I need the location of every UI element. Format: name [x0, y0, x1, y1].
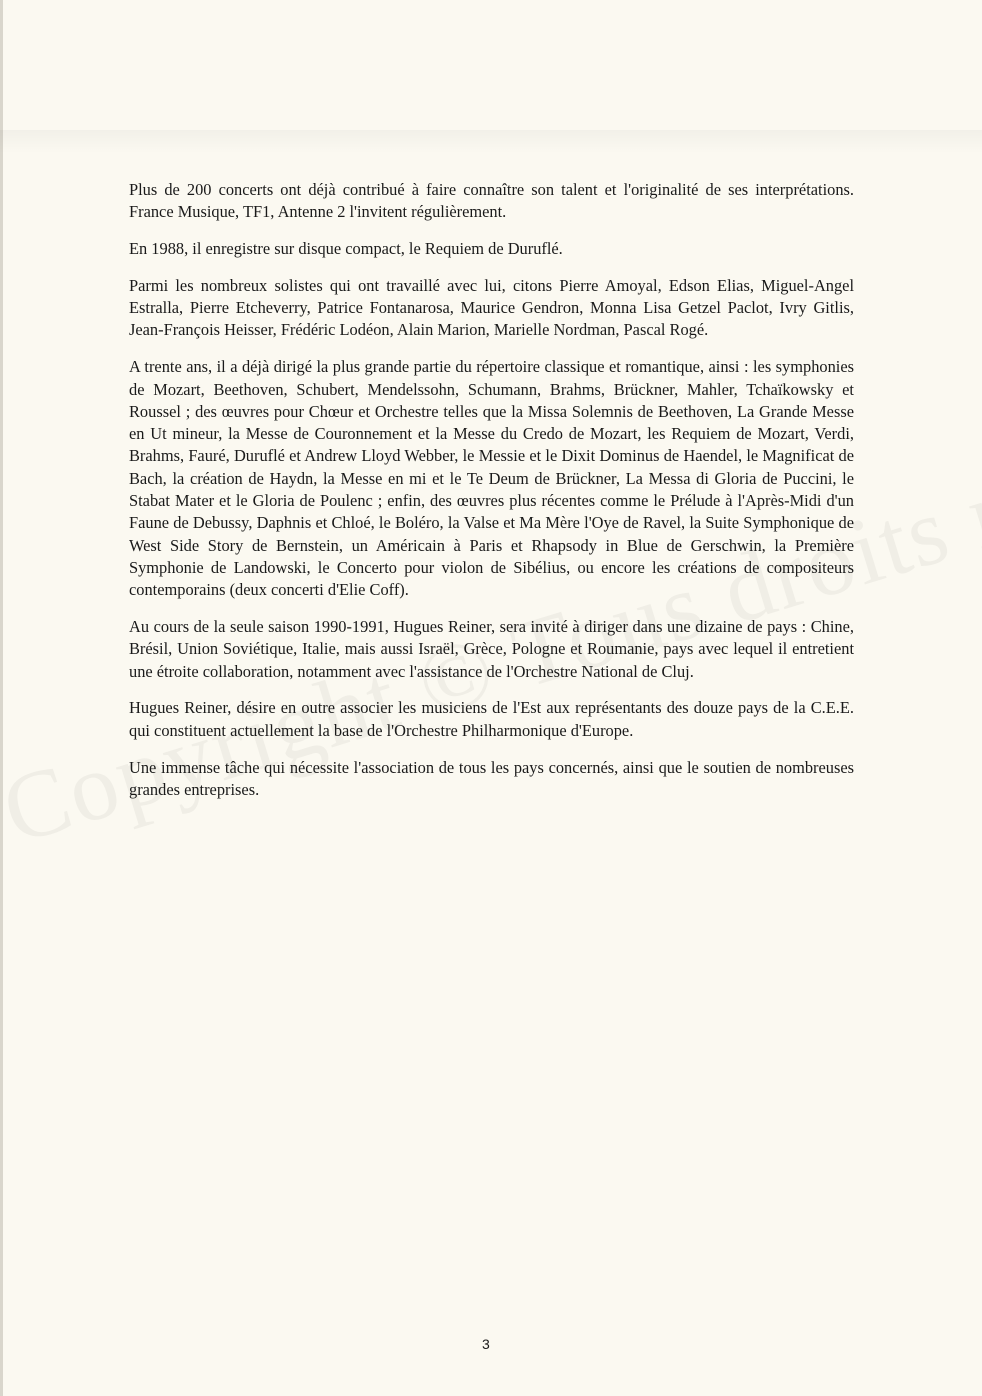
- page-number: 3: [482, 1336, 490, 1352]
- paragraph-immense-task: Une immense tâche qui nécessite l'association de tous les pays concernés, ainsi que le soutien de nombreuses grandes entreprises.: [129, 757, 854, 799]
- page-edge: [0, 0, 3, 1396]
- body-text: [129, 179, 854, 816]
- fold-shadow: [0, 130, 982, 154]
- paragraph-season-1990-1991: Au cours de la seule saison 1990-1991, Hugues Reiner, sera invité à diriger dans une dizaine de pays : Chine, Brésil, Union Soviétique, Italie, mais aussi Israël, Grèce, Pologne et Roumanie, pays avec lequel il entretient une étroite collaboration, notamment avec l'assistance de l'Orchestre National de Cluj.: [129, 617, 854, 681]
- paragraph-requiem-recording: En 1988, il enregistre sur disque compact, le Requiem de Duruflé.: [129, 239, 563, 259]
- paragraph-concerts: Plus de 200 concerts ont déjà contribué à faire connaître son talent et l'originalité de ses interprétations. France Musique, TF1, Antenne 2 l'invitent régulièrement.: [129, 180, 854, 222]
- paragraph-repertoire: A trente ans, il a déjà dirigé la plus grande partie du répertoire classique et romantique, ainsi : les symphonies de Mozart, Beethoven, Schubert, Mendelssohn, Schumann, Brahms, Brückner, Mahler, Tchaïkowsky et Roussel ; des œuvres pour Chœur et Orchestre telles que la Missa Solemnis de Beethoven, La Grande Messe en Ut mineur, la Messe de Couronnement et la Messe du Credo de Mozart, les Requiem de Mozart, Verdi, Brahms, Fauré, Duruflé et Andrew Lloyd Webber, le Messie et le Dixit Dominus de Haendel, le Magnificat de Bach, la création de Haydn, la Messe en mi et le Te Deum de Brückner, La Messa di Gloria de Puccini, le Stabat Mater et le Gloria de Poulenc ; enfin, des œuvres plus récentes comme le Prélude à l'Après-Midi d'un Faune de Debussy, Daphnis et Chloé, le Boléro, la Valse et Ma Mère l'Oye de Ravel, la Suite Symphonique de West Side Story de Bernstein, un Américain à Paris et Rhapsody in Blue de Gerschwin, la Première Symphonie de Landowski, le Concerto pour violon de Sibélius, ou encore les créations de compositeurs contemporains (deux concerti d'Elie Coff).: [129, 357, 854, 600]
- paragraph-soloists: Parmi les nombreux solistes qui ont travaillé avec lui, citons Pierre Amoyal, Edson Elias, Miguel-Angel Estralla, Pierre Etcheverry, Patrice Fontanarosa, Maurice Gendron, Monna Lisa Getzel Paclot, Ivry Gitlis, Jean-François Heisser, Frédéric Lodéon, Alain Marion, Marielle Nordman, Pascal Rogé.: [129, 275, 854, 340]
- paragraph-european-orchestra: Hugues Reiner, désire en outre associer les musiciens de l'Est aux représentants des douze pays de la C.E.E. qui constituent actuellement la base de l'Orchestre Philharmonique d'Europe.: [129, 698, 854, 740]
